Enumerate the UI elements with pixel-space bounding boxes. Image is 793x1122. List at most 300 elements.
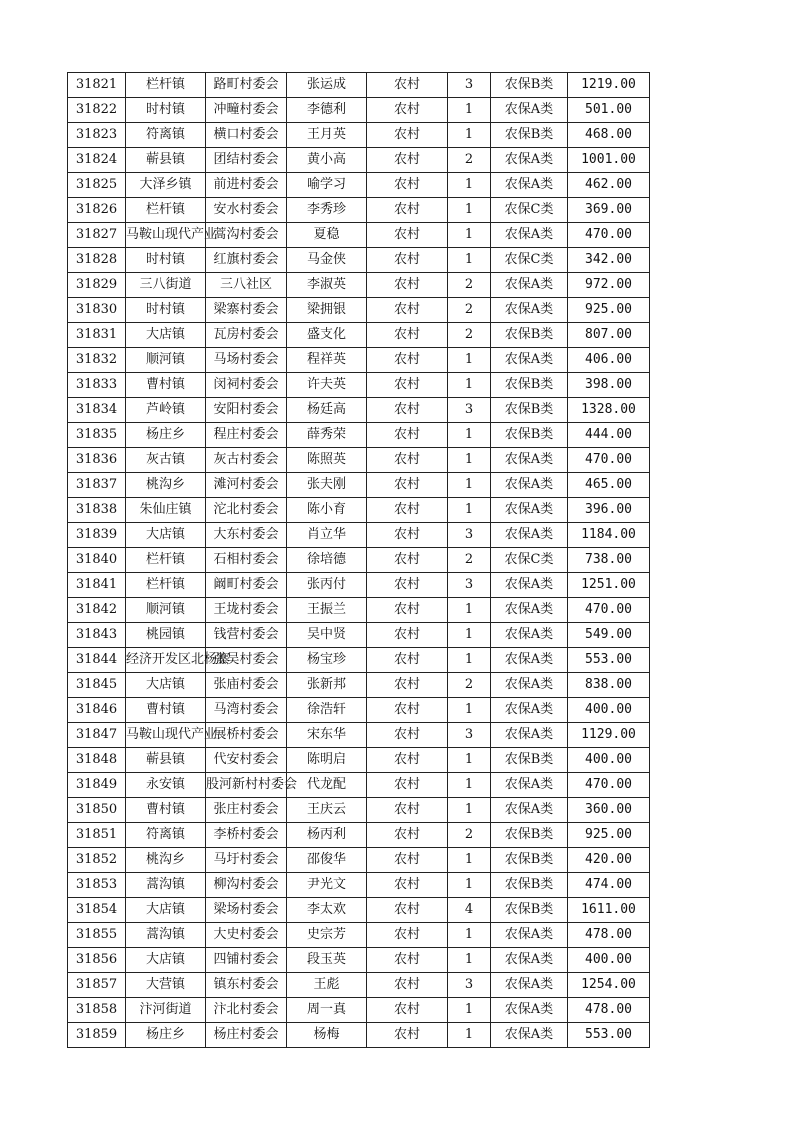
village-committee-cell: 横口村委会: [206, 123, 287, 148]
household-type-cell: 农村: [367, 198, 448, 223]
person-name-cell: 杨廷高: [287, 398, 367, 423]
household-type-cell: 农村: [367, 1023, 448, 1048]
household-type-cell: 农村: [367, 723, 448, 748]
person-name-cell: 张新邦: [287, 673, 367, 698]
member-count-cell: 3: [448, 973, 491, 998]
township-cell: 时村镇: [126, 248, 206, 273]
insurance-category-cell: 农保A类: [491, 298, 568, 323]
household-type-cell: 农村: [367, 448, 448, 473]
village-committee-cell: 张吴村委会: [206, 648, 287, 673]
member-count-cell: 1: [448, 123, 491, 148]
township-cell: 大营镇: [126, 973, 206, 998]
household-type-cell: 农村: [367, 248, 448, 273]
member-count-cell: 2: [448, 823, 491, 848]
amount-cell: 1129.00: [568, 723, 650, 748]
insurance-category-cell: 农保B类: [491, 848, 568, 873]
member-count-cell: 3: [448, 398, 491, 423]
village-committee-cell: 梁寨村委会: [206, 298, 287, 323]
member-count-cell: 1: [448, 473, 491, 498]
member-count-cell: 4: [448, 898, 491, 923]
table-row: [68, 873, 650, 898]
amount-cell: 925.00: [568, 823, 650, 848]
insurance-category-cell: 农保A类: [491, 498, 568, 523]
insurance-category-cell: 农保B类: [491, 873, 568, 898]
table-row: [68, 373, 650, 398]
insurance-category-cell: 农保A类: [491, 148, 568, 173]
village-committee-cell: 李桥村委会: [206, 823, 287, 848]
table-row: [68, 948, 650, 973]
township-cell: 栏杆镇: [126, 198, 206, 223]
record-id-cell: 31837: [68, 473, 126, 498]
member-count-cell: 1: [448, 923, 491, 948]
household-type-cell: 农村: [367, 923, 448, 948]
insurance-category-cell: 农保A类: [491, 448, 568, 473]
table-row: [68, 248, 650, 273]
record-id-cell: 31835: [68, 423, 126, 448]
table-row: [68, 348, 650, 373]
record-id-cell: 31840: [68, 548, 126, 573]
township-cell: 大泽乡镇: [126, 173, 206, 198]
person-name-cell: 段玉英: [287, 948, 367, 973]
insurance-category-cell: 农保B类: [491, 123, 568, 148]
person-name-cell: 王振兰: [287, 598, 367, 623]
amount-cell: 470.00: [568, 773, 650, 798]
record-id-cell: 31830: [68, 298, 126, 323]
amount-cell: 465.00: [568, 473, 650, 498]
household-type-cell: 农村: [367, 873, 448, 898]
insurance-category-cell: 农保B类: [491, 748, 568, 773]
record-id-cell: 31847: [68, 723, 126, 748]
village-committee-cell: 代安村委会: [206, 748, 287, 773]
member-count-cell: 3: [448, 523, 491, 548]
record-id-cell: 31856: [68, 948, 126, 973]
record-id-cell: 31828: [68, 248, 126, 273]
record-id-cell: 31846: [68, 698, 126, 723]
township-cell: 大店镇: [126, 898, 206, 923]
table-row: [68, 998, 650, 1023]
person-name-cell: 黄小高: [287, 148, 367, 173]
village-committee-cell: 安阳村委会: [206, 398, 287, 423]
amount-cell: 738.00: [568, 548, 650, 573]
beneficiary-table: [67, 72, 650, 1048]
household-type-cell: 农村: [367, 223, 448, 248]
record-id-cell: 31825: [68, 173, 126, 198]
village-committee-cell: 沱北村委会: [206, 498, 287, 523]
household-type-cell: 农村: [367, 173, 448, 198]
township-cell: 朱仙庄镇: [126, 498, 206, 523]
household-type-cell: 农村: [367, 948, 448, 973]
village-committee-cell: 柳沟村委会: [206, 873, 287, 898]
person-name-cell: 宋东华: [287, 723, 367, 748]
table-row: [68, 673, 650, 698]
record-id-cell: 31855: [68, 923, 126, 948]
township-cell: 大店镇: [126, 948, 206, 973]
village-committee-cell: 路町村委会: [206, 73, 287, 98]
insurance-category-cell: 农保B类: [491, 73, 568, 98]
amount-cell: 462.00: [568, 173, 650, 198]
township-cell: 马鞍山现代产业: [126, 223, 206, 248]
member-count-cell: 1: [448, 98, 491, 123]
amount-cell: 1328.00: [568, 398, 650, 423]
township-cell: 蒿沟镇: [126, 923, 206, 948]
member-count-cell: 2: [448, 548, 491, 573]
township-cell: 大店镇: [126, 523, 206, 548]
insurance-category-cell: 农保C类: [491, 548, 568, 573]
member-count-cell: 1: [448, 198, 491, 223]
insurance-category-cell: 农保A类: [491, 523, 568, 548]
table-row: [68, 823, 650, 848]
member-count-cell: 1: [448, 773, 491, 798]
member-count-cell: 2: [448, 323, 491, 348]
insurance-category-cell: 农保A类: [491, 473, 568, 498]
person-name-cell: 李太欢: [287, 898, 367, 923]
village-committee-cell: 股河新村村委会: [206, 773, 287, 798]
table-row: [68, 798, 650, 823]
person-name-cell: 喻学习: [287, 173, 367, 198]
township-cell: 蕲县镇: [126, 748, 206, 773]
table-row: [68, 648, 650, 673]
record-id-cell: 31850: [68, 798, 126, 823]
township-cell: 栏杆镇: [126, 73, 206, 98]
person-name-cell: 李淑英: [287, 273, 367, 298]
record-id-cell: 31843: [68, 623, 126, 648]
record-id-cell: 31822: [68, 98, 126, 123]
village-committee-cell: 杨庄村委会: [206, 1023, 287, 1048]
insurance-category-cell: 农保A类: [491, 998, 568, 1023]
amount-cell: 398.00: [568, 373, 650, 398]
member-count-cell: 1: [448, 848, 491, 873]
amount-cell: 807.00: [568, 323, 650, 348]
record-id-cell: 31848: [68, 748, 126, 773]
member-count-cell: 2: [448, 298, 491, 323]
table-row: [68, 573, 650, 598]
person-name-cell: 盛支化: [287, 323, 367, 348]
person-name-cell: 史宗芳: [287, 923, 367, 948]
person-name-cell: 许夫英: [287, 373, 367, 398]
insurance-category-cell: 农保A类: [491, 98, 568, 123]
member-count-cell: 3: [448, 723, 491, 748]
member-count-cell: 1: [448, 348, 491, 373]
village-committee-cell: 汴北村委会: [206, 998, 287, 1023]
insurance-category-cell: 农保A类: [491, 723, 568, 748]
township-cell: 马鞍山现代产业: [126, 723, 206, 748]
amount-cell: 1254.00: [568, 973, 650, 998]
household-type-cell: 农村: [367, 123, 448, 148]
insurance-category-cell: 农保A类: [491, 923, 568, 948]
insurance-category-cell: 农保C类: [491, 248, 568, 273]
person-name-cell: 张丙付: [287, 573, 367, 598]
amount-cell: 400.00: [568, 698, 650, 723]
table-row: [68, 498, 650, 523]
member-count-cell: 1: [448, 648, 491, 673]
insurance-category-cell: 农保A类: [491, 273, 568, 298]
person-name-cell: 张运成: [287, 73, 367, 98]
record-id-cell: 31824: [68, 148, 126, 173]
table-row: [68, 1023, 650, 1048]
record-id-cell: 31857: [68, 973, 126, 998]
amount-cell: 470.00: [568, 223, 650, 248]
person-name-cell: 王月英: [287, 123, 367, 148]
village-committee-cell: 镇东村委会: [206, 973, 287, 998]
person-name-cell: 吴中贤: [287, 623, 367, 648]
amount-cell: 838.00: [568, 673, 650, 698]
table-row: [68, 723, 650, 748]
amount-cell: 468.00: [568, 123, 650, 148]
insurance-category-cell: 农保A类: [491, 573, 568, 598]
table-row: [68, 323, 650, 348]
village-committee-cell: 石相村委会: [206, 548, 287, 573]
person-name-cell: 杨宝珍: [287, 648, 367, 673]
table-row: [68, 773, 650, 798]
table-row: [68, 398, 650, 423]
record-id-cell: 31821: [68, 73, 126, 98]
household-type-cell: 农村: [367, 898, 448, 923]
person-name-cell: 周一真: [287, 998, 367, 1023]
member-count-cell: 1: [448, 598, 491, 623]
amount-cell: 1251.00: [568, 573, 650, 598]
amount-cell: 369.00: [568, 198, 650, 223]
township-cell: 汴河街道: [126, 998, 206, 1023]
person-name-cell: 杨梅: [287, 1023, 367, 1048]
township-cell: 时村镇: [126, 298, 206, 323]
insurance-category-cell: 农保B类: [491, 398, 568, 423]
household-type-cell: 农村: [367, 348, 448, 373]
village-committee-cell: 钱营村委会: [206, 623, 287, 648]
amount-cell: 925.00: [568, 298, 650, 323]
village-committee-cell: 马湾村委会: [206, 698, 287, 723]
household-type-cell: 农村: [367, 998, 448, 1023]
township-cell: 蒿沟镇: [126, 873, 206, 898]
township-cell: 时村镇: [126, 98, 206, 123]
person-name-cell: 程祥英: [287, 348, 367, 373]
amount-cell: 1219.00: [568, 73, 650, 98]
amount-cell: 478.00: [568, 923, 650, 948]
township-cell: 顺河镇: [126, 348, 206, 373]
insurance-category-cell: 农保A类: [491, 773, 568, 798]
person-name-cell: 李秀珍: [287, 198, 367, 223]
household-type-cell: 农村: [367, 973, 448, 998]
household-type-cell: 农村: [367, 848, 448, 873]
township-cell: 灰古镇: [126, 448, 206, 473]
member-count-cell: 2: [448, 273, 491, 298]
household-type-cell: 农村: [367, 298, 448, 323]
member-count-cell: 1: [448, 998, 491, 1023]
household-type-cell: 农村: [367, 798, 448, 823]
insurance-category-cell: 农保A类: [491, 223, 568, 248]
record-id-cell: 31851: [68, 823, 126, 848]
member-count-cell: 1: [448, 498, 491, 523]
village-committee-cell: 张庄村委会: [206, 798, 287, 823]
record-id-cell: 31845: [68, 673, 126, 698]
record-id-cell: 31852: [68, 848, 126, 873]
table-row: [68, 548, 650, 573]
member-count-cell: 1: [448, 223, 491, 248]
table-row: [68, 198, 650, 223]
amount-cell: 1611.00: [568, 898, 650, 923]
member-count-cell: 1: [448, 423, 491, 448]
table-row: [68, 448, 650, 473]
insurance-category-cell: 农保A类: [491, 348, 568, 373]
amount-cell: 972.00: [568, 273, 650, 298]
record-id-cell: 31841: [68, 573, 126, 598]
township-cell: 符离镇: [126, 823, 206, 848]
township-cell: 三八街道: [126, 273, 206, 298]
household-type-cell: 农村: [367, 548, 448, 573]
township-cell: 桃沟乡: [126, 473, 206, 498]
member-count-cell: 1: [448, 948, 491, 973]
member-count-cell: 1: [448, 173, 491, 198]
amount-cell: 553.00: [568, 648, 650, 673]
record-id-cell: 31859: [68, 1023, 126, 1048]
household-type-cell: 农村: [367, 598, 448, 623]
household-type-cell: 农村: [367, 498, 448, 523]
village-committee-cell: 前进村委会: [206, 173, 287, 198]
household-type-cell: 农村: [367, 698, 448, 723]
township-cell: 经济开发区北杨寨: [126, 648, 206, 673]
insurance-category-cell: 农保A类: [491, 598, 568, 623]
household-type-cell: 农村: [367, 673, 448, 698]
person-name-cell: 徐浩轩: [287, 698, 367, 723]
table-body: [68, 73, 650, 1048]
record-id-cell: 31836: [68, 448, 126, 473]
household-type-cell: 农村: [367, 398, 448, 423]
village-committee-cell: 三八社区: [206, 273, 287, 298]
table-row: [68, 123, 650, 148]
table-row: [68, 73, 650, 98]
village-committee-cell: 冲疃村委会: [206, 98, 287, 123]
insurance-category-cell: 农保B类: [491, 373, 568, 398]
amount-cell: 470.00: [568, 448, 650, 473]
household-type-cell: 农村: [367, 473, 448, 498]
township-cell: 栏杆镇: [126, 548, 206, 573]
table-row: [68, 598, 650, 623]
table-row: [68, 748, 650, 773]
household-type-cell: 农村: [367, 373, 448, 398]
village-committee-cell: 张庙村委会: [206, 673, 287, 698]
village-committee-cell: 大东村委会: [206, 523, 287, 548]
person-name-cell: 邵俊华: [287, 848, 367, 873]
record-id-cell: 31842: [68, 598, 126, 623]
table-row: [68, 623, 650, 648]
table-row: [68, 473, 650, 498]
record-id-cell: 31838: [68, 498, 126, 523]
village-committee-cell: 灰古村委会: [206, 448, 287, 473]
table-row: [68, 173, 650, 198]
insurance-category-cell: 农保A类: [491, 798, 568, 823]
insurance-category-cell: 农保B类: [491, 423, 568, 448]
township-cell: 顺河镇: [126, 598, 206, 623]
record-id-cell: 31827: [68, 223, 126, 248]
amount-cell: 470.00: [568, 598, 650, 623]
amount-cell: 400.00: [568, 748, 650, 773]
member-count-cell: 1: [448, 373, 491, 398]
village-committee-cell: 展桥村委会: [206, 723, 287, 748]
household-type-cell: 农村: [367, 323, 448, 348]
township-cell: 曹村镇: [126, 373, 206, 398]
village-committee-cell: 瓦房村委会: [206, 323, 287, 348]
table-row: [68, 298, 650, 323]
village-committee-cell: 闵祠村委会: [206, 373, 287, 398]
table-row: [68, 423, 650, 448]
person-name-cell: 尹光文: [287, 873, 367, 898]
record-id-cell: 31858: [68, 998, 126, 1023]
person-name-cell: 杨丙利: [287, 823, 367, 848]
person-name-cell: 王庆云: [287, 798, 367, 823]
member-count-cell: 1: [448, 748, 491, 773]
household-type-cell: 农村: [367, 73, 448, 98]
household-type-cell: 农村: [367, 823, 448, 848]
household-type-cell: 农村: [367, 773, 448, 798]
person-name-cell: 夏稳: [287, 223, 367, 248]
person-name-cell: 陈明启: [287, 748, 367, 773]
insurance-category-cell: 农保A类: [491, 1023, 568, 1048]
insurance-category-cell: 农保A类: [491, 648, 568, 673]
village-committee-cell: 王垅村委会: [206, 598, 287, 623]
record-id-cell: 31829: [68, 273, 126, 298]
table-row: [68, 973, 650, 998]
member-count-cell: 3: [448, 573, 491, 598]
township-cell: 桃沟乡: [126, 848, 206, 873]
member-count-cell: 1: [448, 873, 491, 898]
record-id-cell: 31832: [68, 348, 126, 373]
village-committee-cell: 安水村委会: [206, 198, 287, 223]
household-type-cell: 农村: [367, 523, 448, 548]
village-committee-cell: 程庄村委会: [206, 423, 287, 448]
township-cell: 芦岭镇: [126, 398, 206, 423]
member-count-cell: 1: [448, 798, 491, 823]
table-row: [68, 848, 650, 873]
member-count-cell: 3: [448, 73, 491, 98]
record-id-cell: 31834: [68, 398, 126, 423]
township-cell: 大店镇: [126, 673, 206, 698]
person-name-cell: 梁拥银: [287, 298, 367, 323]
table-row: [68, 898, 650, 923]
township-cell: 永安镇: [126, 773, 206, 798]
village-committee-cell: 大史村委会: [206, 923, 287, 948]
amount-cell: 444.00: [568, 423, 650, 448]
village-committee-cell: 马圩村委会: [206, 848, 287, 873]
village-committee-cell: 团结村委会: [206, 148, 287, 173]
amount-cell: 406.00: [568, 348, 650, 373]
person-name-cell: 薛秀荣: [287, 423, 367, 448]
member-count-cell: 1: [448, 448, 491, 473]
village-committee-cell: 蒿沟村委会: [206, 223, 287, 248]
person-name-cell: 徐培德: [287, 548, 367, 573]
table-row: [68, 523, 650, 548]
amount-cell: 396.00: [568, 498, 650, 523]
household-type-cell: 农村: [367, 623, 448, 648]
person-name-cell: 肖立华: [287, 523, 367, 548]
table-row: [68, 223, 650, 248]
amount-cell: 342.00: [568, 248, 650, 273]
village-committee-cell: 红旗村委会: [206, 248, 287, 273]
township-cell: 杨庄乡: [126, 1023, 206, 1048]
household-type-cell: 农村: [367, 648, 448, 673]
household-type-cell: 农村: [367, 98, 448, 123]
person-name-cell: 马金侠: [287, 248, 367, 273]
township-cell: 符离镇: [126, 123, 206, 148]
record-id-cell: 31854: [68, 898, 126, 923]
amount-cell: 1184.00: [568, 523, 650, 548]
village-committee-cell: 梁场村委会: [206, 898, 287, 923]
insurance-category-cell: 农保A类: [491, 698, 568, 723]
amount-cell: 1001.00: [568, 148, 650, 173]
village-committee-cell: 阚町村委会: [206, 573, 287, 598]
amount-cell: 420.00: [568, 848, 650, 873]
village-committee-cell: 四铺村委会: [206, 948, 287, 973]
household-type-cell: 农村: [367, 148, 448, 173]
insurance-category-cell: 农保B类: [491, 323, 568, 348]
